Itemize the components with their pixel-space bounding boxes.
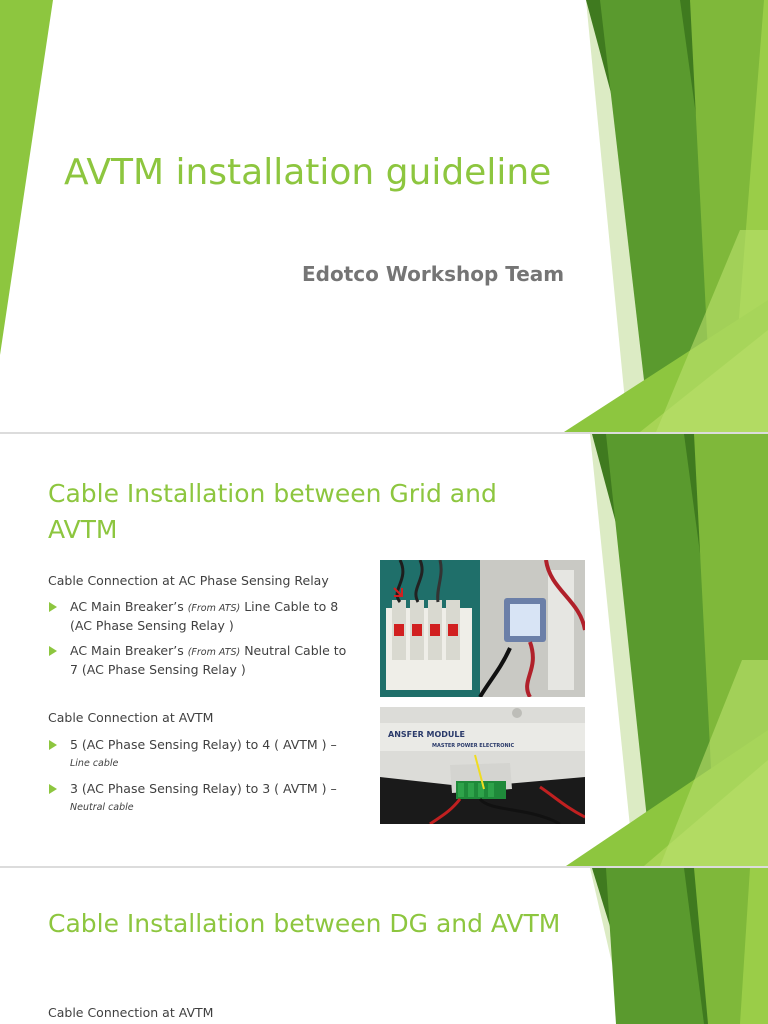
green-arrow-bullet-icon	[49, 646, 57, 656]
title-slide	[0, 0, 768, 432]
dg-avtm-slide	[0, 868, 768, 1024]
avtm-bullet-list	[48, 736, 348, 824]
slide-decoration-graphic	[0, 868, 768, 1024]
module-brand-text: MASTER POWER ELECTRONIC	[432, 743, 515, 749]
slide-decoration-graphic	[0, 0, 768, 432]
list-item: AC Main Breaker’s (From ATS) Line Cable to 8 (AC Phase Sensing Relay )	[48, 598, 348, 634]
module-label-text: ANSFER MODULE	[388, 730, 465, 739]
section-label-avtm: Cable Connection at AVTM	[48, 710, 214, 725]
list-item: 5 (AC Phase Sensing Relay) to 4 ( AVTM ) – Line cable	[48, 736, 348, 772]
grid-avtm-slide	[0, 434, 768, 866]
slide-title: Cable Installation between Grid and AVTM	[48, 479, 497, 544]
presentation-title: AVTM installation guideline	[64, 152, 552, 193]
list-item: AC Main Breaker’s (From ATS) Neutral Cable to 7 (AC Phase Sensing Relay )	[48, 642, 348, 678]
relay-panel-photo	[380, 560, 585, 697]
green-arrow-bullet-icon	[49, 784, 57, 794]
green-arrow-bullet-icon	[49, 740, 57, 750]
section-label-avtm: Cable Connection at AVTM	[48, 1005, 214, 1020]
slide-title: Cable Installation between DG and AVTM	[48, 909, 561, 938]
presentation-subtitle: Edotco Workshop Team	[302, 262, 565, 286]
transfer-module-photo	[380, 707, 585, 824]
relay-bullet-list	[48, 598, 348, 686]
green-arrow-bullet-icon	[49, 602, 57, 612]
list-item: 3 (AC Phase Sensing Relay) to 3 ( AVTM ) – Neutral cable	[48, 780, 348, 816]
section-label-relay: Cable Connection at AC Phase Sensing Relay	[48, 573, 329, 588]
